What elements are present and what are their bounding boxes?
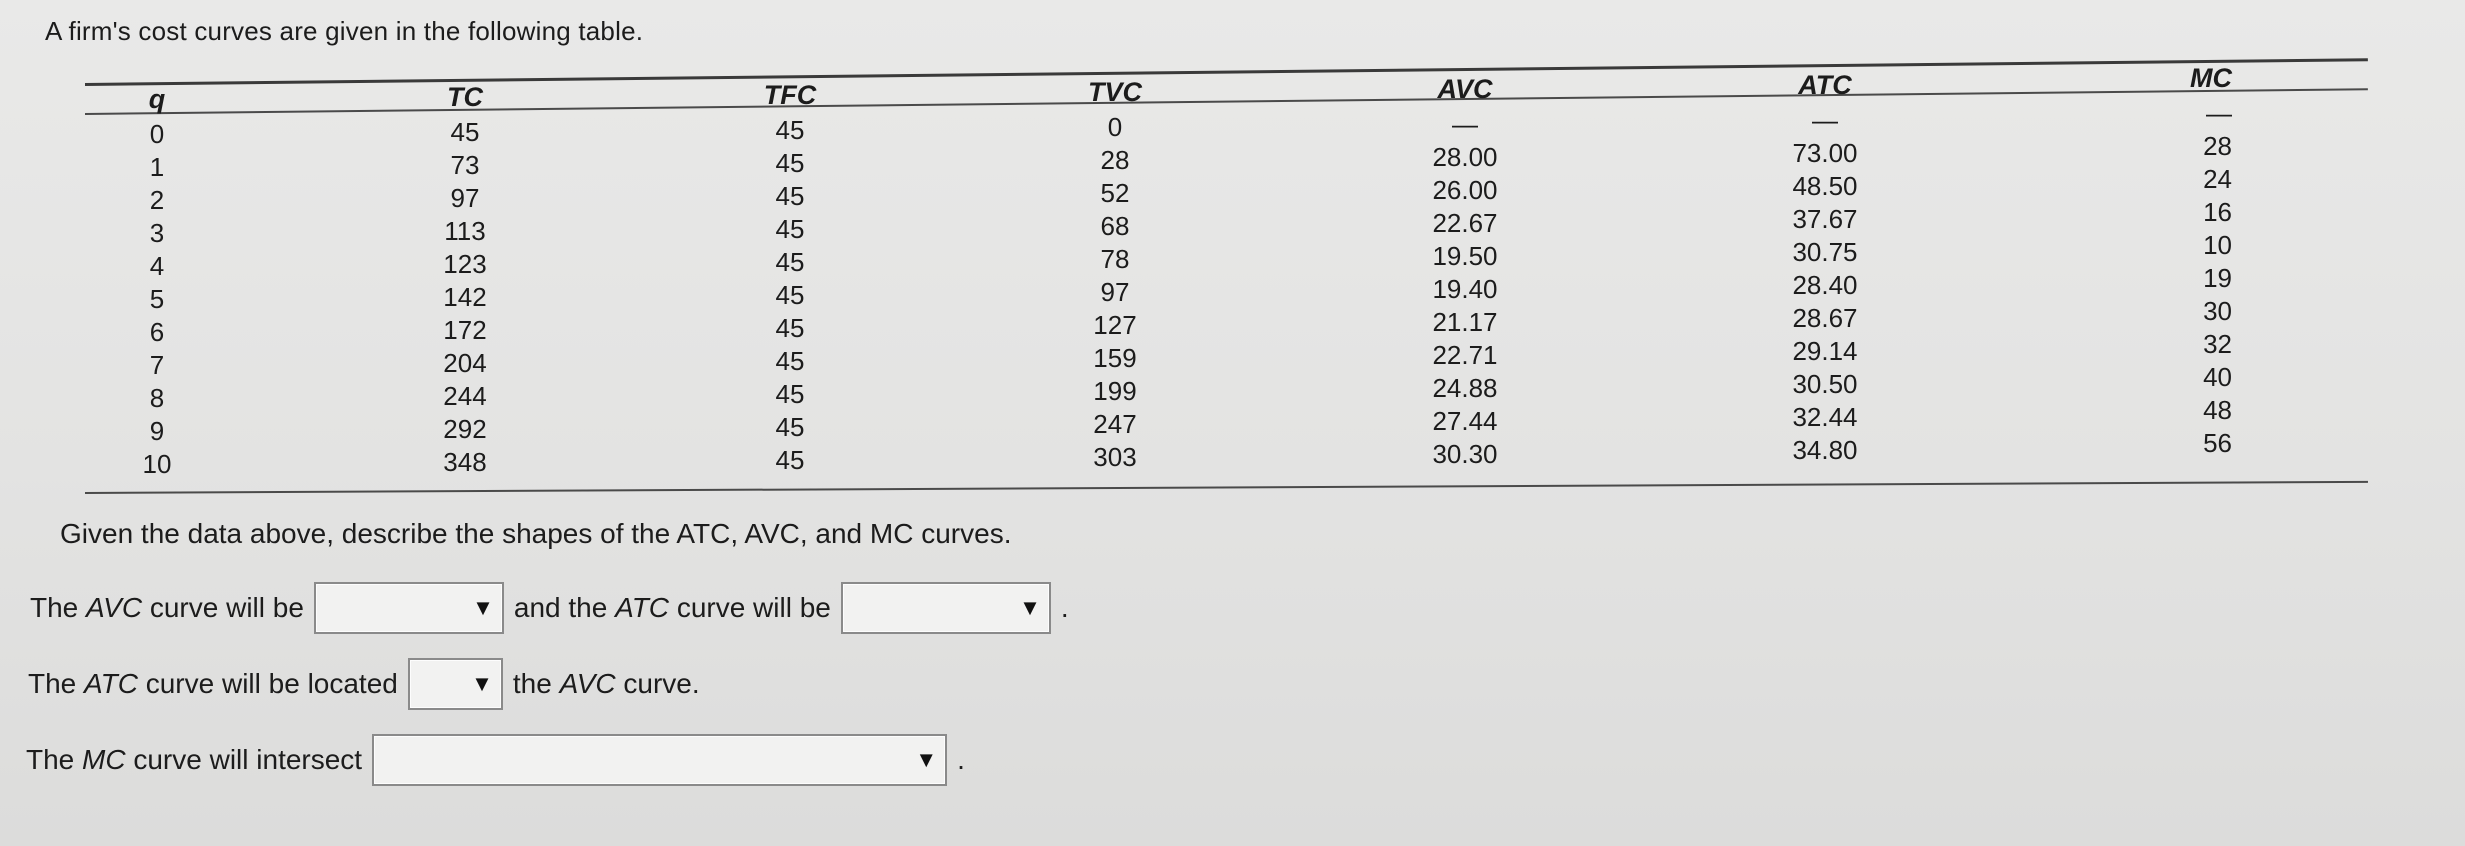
column-tvc	[1045, 77, 1185, 474]
cell-mc: 30	[2203, 296, 2232, 326]
cell-tvc: 159	[1093, 343, 1137, 373]
cell-tfc: 45	[775, 115, 805, 145]
cell-q: 8	[149, 383, 165, 413]
cell-atc: —	[1812, 105, 1838, 135]
cell-tvc: 28	[1100, 145, 1130, 175]
column-header-mc: MC	[2190, 63, 2232, 93]
cell-q: 6	[149, 317, 165, 347]
cell-avc: 22.71	[1432, 340, 1498, 370]
atc-shape-dropdown[interactable]	[841, 582, 1051, 634]
cell-tvc: 199	[1093, 376, 1137, 406]
column-atc	[1750, 70, 1900, 467]
cell-tc: 244	[443, 381, 487, 411]
q2-prefix-word: ATC	[84, 668, 138, 699]
cell-mc: 24	[2203, 164, 2232, 194]
atc-location-dropdown[interactable]	[408, 658, 503, 710]
cell-avc: 24.88	[1432, 373, 1498, 403]
cell-tvc: 127	[1093, 310, 1137, 340]
q1-end: .	[1060, 592, 1069, 623]
q3-prefix-word: MC	[82, 744, 126, 775]
q3-prefix-end: curve will intersect	[133, 744, 363, 775]
column-cells-atc	[1750, 104, 1900, 467]
cell-tvc: 97	[1100, 277, 1130, 307]
cell-tfc: 45	[775, 313, 805, 343]
cell-tc: 172	[443, 315, 487, 345]
column-cells-tfc	[720, 114, 860, 477]
cell-tfc: 45	[775, 346, 805, 376]
cell-tfc: 45	[775, 379, 805, 409]
column-cells-avc	[1390, 108, 1540, 471]
cell-atc: 73.00	[1792, 138, 1858, 168]
cell-mc: 40	[2203, 362, 2232, 392]
q3-prefix-start: The	[26, 744, 75, 775]
cell-tvc: 68	[1100, 211, 1130, 241]
cell-tfc: 45	[775, 214, 805, 244]
cell-atc: 37.67	[1792, 204, 1858, 234]
column-cells-tvc	[1045, 111, 1185, 474]
cell-tc: 348	[443, 447, 487, 477]
q2-suffix-word: AVC	[559, 668, 616, 699]
cell-atc: 29.14	[1792, 336, 1858, 366]
dropdown-arrow-icon: ▼	[472, 595, 494, 620]
q1-prefix-end: curve will be	[149, 592, 304, 623]
cell-tc: 142	[443, 282, 487, 312]
cell-mc: 32	[2203, 329, 2232, 359]
cell-tfc: 45	[775, 412, 805, 442]
column-header-avc: AVC	[1437, 74, 1493, 104]
column-cells-q	[117, 118, 197, 481]
mc-intersect-dropdown[interactable]	[372, 734, 947, 786]
cell-tvc: 247	[1093, 409, 1137, 439]
cell-tvc: 52	[1100, 178, 1130, 208]
question-text: Given the data above, describe the shapes of the ATC, AVC, and MC curves.	[60, 518, 1012, 549]
cell-avc: 22.67	[1432, 208, 1498, 238]
cell-mc: —	[2206, 98, 2232, 128]
cell-mc: 16	[2203, 197, 2232, 227]
cell-q: 3	[149, 218, 165, 248]
column-cells-tc	[395, 116, 535, 479]
cell-tfc: 45	[775, 247, 805, 277]
column-tc	[395, 82, 535, 479]
cell-tvc: 303	[1093, 442, 1137, 472]
column-header-q: q	[148, 84, 166, 114]
cell-avc: 21.17	[1432, 307, 1498, 337]
cell-mc: 28	[2203, 131, 2232, 161]
cell-mc: 10	[2203, 230, 2232, 260]
cell-tfc: 45	[775, 181, 805, 211]
cell-tc: 292	[443, 414, 487, 444]
column-cells-mc	[2130, 97, 2240, 460]
q3-end: .	[957, 744, 965, 775]
cell-mc: 48	[2203, 395, 2232, 425]
q1-mid-word: ATC	[615, 592, 670, 623]
column-q	[117, 84, 197, 481]
q1-mid-start: and the	[513, 592, 608, 623]
q2-prefix-end: curve will be located	[145, 668, 398, 699]
cell-q: 4	[149, 251, 165, 281]
column-header-tfc: TFC	[763, 80, 817, 110]
cell-q: 0	[149, 119, 165, 149]
column-header-tc: TC	[447, 82, 483, 112]
cell-tc: 97	[450, 183, 480, 213]
cell-avc: 26.00	[1432, 175, 1498, 205]
table-bottom-rule	[85, 481, 2368, 494]
dropdown-arrow-icon: ▼	[915, 747, 938, 772]
cell-atc: 34.80	[1792, 435, 1858, 465]
cell-q: 5	[149, 284, 165, 314]
cell-tc: 73	[450, 150, 480, 180]
q1-prefix-start: The	[30, 592, 79, 623]
question-line-3	[26, 734, 965, 786]
dropdown-arrow-icon: ▼	[1019, 595, 1041, 620]
cell-q: 2	[149, 185, 165, 215]
cell-atc: 32.44	[1792, 402, 1858, 432]
intro-text: A firm's cost curves are given in the following table.	[45, 16, 644, 46]
column-header-atc: ATC	[1798, 70, 1852, 100]
cell-avc: 19.40	[1432, 274, 1498, 304]
cell-tc: 123	[443, 249, 487, 279]
cell-q: 9	[149, 416, 165, 446]
cell-atc: 30.50	[1792, 369, 1858, 399]
q1-prefix-word: AVC	[86, 592, 143, 623]
cell-avc: 28.00	[1432, 142, 1498, 172]
cell-tc: 204	[443, 348, 487, 378]
cell-mc: 19	[2203, 263, 2232, 293]
column-mc	[2130, 63, 2240, 460]
column-tfc	[720, 80, 860, 477]
cell-tfc: 45	[775, 280, 805, 310]
cell-atc: 48.50	[1792, 171, 1858, 201]
q2-suffix-end: curve.	[623, 668, 700, 699]
question-line-1	[30, 582, 1069, 634]
column-avc	[1390, 74, 1540, 471]
cell-q: 7	[149, 350, 165, 380]
avc-shape-dropdown[interactable]	[314, 582, 504, 634]
cell-tc: 45	[450, 117, 480, 147]
cell-tvc: 0	[1107, 112, 1123, 142]
q2-prefix-start: The	[28, 668, 77, 699]
cell-q: 10	[142, 449, 172, 479]
cell-tc: 113	[444, 216, 486, 246]
cell-mc: 56	[2203, 428, 2232, 458]
cell-avc: 30.30	[1432, 439, 1498, 469]
cell-avc: 19.50	[1432, 241, 1498, 271]
cell-tfc: 45	[775, 445, 805, 475]
question-line-2	[28, 658, 700, 710]
column-header-tvc: TVC	[1088, 77, 1142, 107]
cell-atc: 28.40	[1792, 270, 1858, 300]
cell-tfc: 45	[775, 148, 805, 178]
q1-mid-end: curve will be	[676, 592, 831, 623]
cell-tvc: 78	[1100, 244, 1130, 274]
cell-q: 1	[149, 152, 165, 182]
cell-atc: 30.75	[1792, 237, 1858, 267]
cell-atc: 28.67	[1792, 303, 1858, 333]
cell-avc: 27.44	[1432, 406, 1498, 436]
cell-avc: —	[1452, 109, 1478, 139]
dropdown-arrow-icon: ▼	[471, 671, 493, 696]
q2-suffix-start: the	[512, 668, 552, 699]
